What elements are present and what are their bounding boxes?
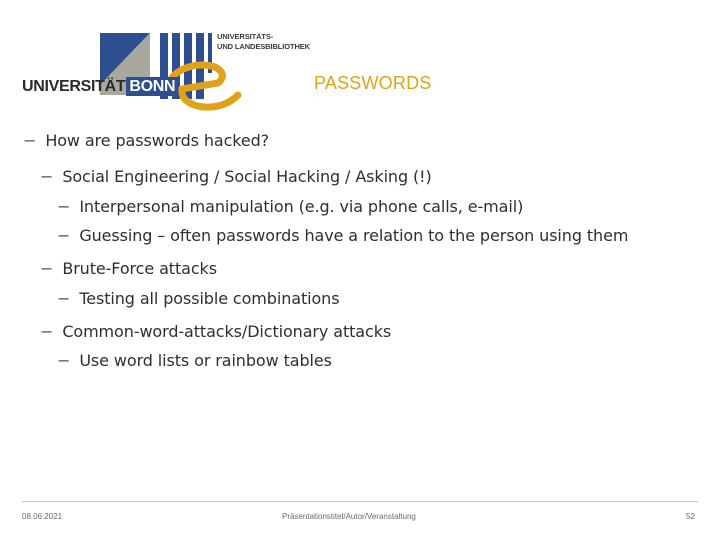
bullet-text: Guessing – often passwords have a relation to the person using them xyxy=(79,226,629,245)
bullet-item xyxy=(57,197,523,216)
bullet-dash: − xyxy=(57,351,71,370)
bullet-text: Social Engineering / Social Hacking / Asking (!) xyxy=(62,167,432,186)
bullet-dash: − xyxy=(40,259,54,278)
university-wordmark xyxy=(22,77,178,96)
footer-divider xyxy=(22,501,698,502)
bullet-text: Common-word-attacks/Dictionary attacks xyxy=(62,322,392,341)
bullet-item xyxy=(57,289,339,308)
bullet-text: How are passwords hacked? xyxy=(45,131,270,150)
bullet-item xyxy=(40,259,217,278)
bullet-item xyxy=(40,167,432,186)
university-city: BONN xyxy=(126,77,178,96)
bullet-text: Use word lists or rainbow tables xyxy=(79,351,332,370)
library-line-1: UNIVERSITÄTS- xyxy=(217,32,274,41)
bullet-dash: − xyxy=(40,322,54,341)
bullet-dash: − xyxy=(40,167,54,186)
university-name: UNIVERSITÄT xyxy=(22,78,126,95)
bullet-item xyxy=(40,322,391,341)
slide-title: PASSWORDS xyxy=(314,73,432,93)
bullet-dash: − xyxy=(23,131,37,150)
library-wordmark xyxy=(217,32,310,52)
bullet-text: Brute-Force attacks xyxy=(62,259,217,278)
page-number: 52 xyxy=(686,512,695,521)
bullet-dash: − xyxy=(57,197,71,216)
bullet-text: Testing all possible combinations xyxy=(79,289,340,308)
bullet-item xyxy=(57,226,628,245)
bullet-item xyxy=(57,351,332,370)
footer-date: 08.06.2021 xyxy=(22,512,63,521)
footer-presentation-title: Präsentationstitel/Autor/Veranstaltung xyxy=(282,512,416,521)
library-line-2: UND LANDESBIBLIOTHEK xyxy=(217,42,310,51)
bullet-item xyxy=(23,131,269,150)
bullet-text: Interpersonal manipulation (e.g. via phone calls, e-mail) xyxy=(79,197,524,216)
university-logo xyxy=(22,29,312,115)
bullet-dash: − xyxy=(57,226,71,245)
bullet-dash: − xyxy=(57,289,71,308)
